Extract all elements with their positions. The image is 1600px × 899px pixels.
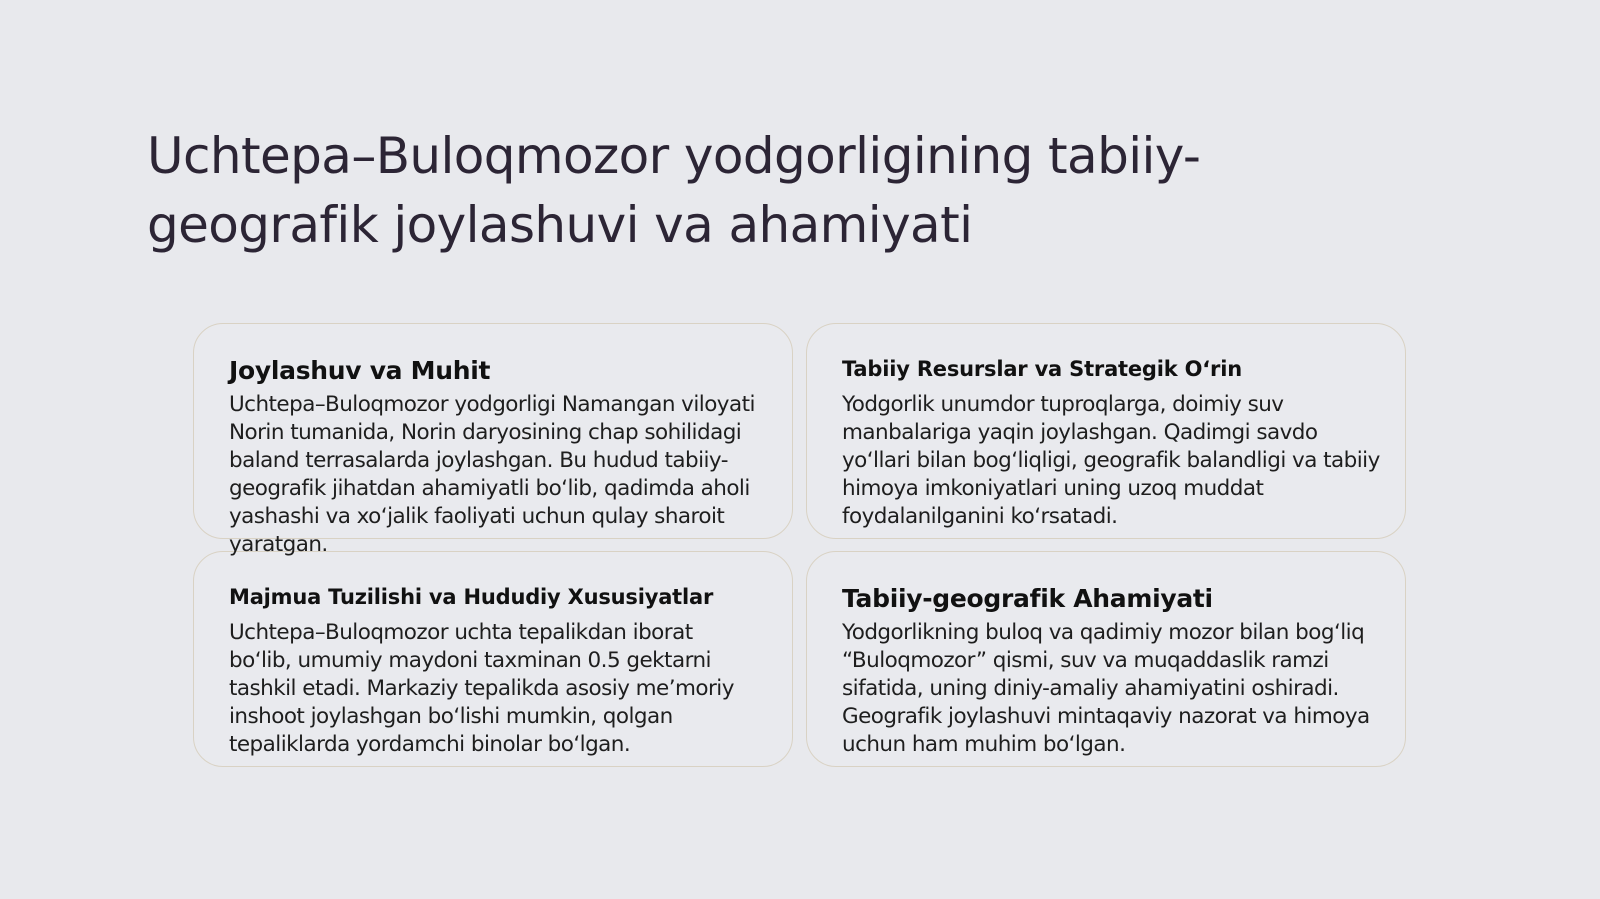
slide-title [147,122,1327,260]
card-heading-natural-resources: Tabiiy Resurslar va Strategik O‘rin [842,357,1242,381]
slide-title-line-1: Uchtepa–Buloqmozor yodgorligining tabiiy- [147,127,1201,185]
card-heading-geographic-significance: Tabiiy-geografik Ahamiyati [842,584,1213,613]
card-body-natural-resources: Yodgorlik unumdor tuproqlarga, doimiy suv manbalariga yaqin joylashgan. Qadimgi savdo yo‘llari bilan bog‘liqligi, geografik balandligi va tabiiy himoya imkoniyatlari uning uzoq muddat foydalanilganini ko‘rsatadi. [842,392,1380,529]
card-body-location-environment: Uchtepa–Buloqmozor yodgorligi Namangan viloyati Norin tumanida, Norin daryosining chap sohilidagi baland terrasalarda joylashgan. Bu hudud tabiiy-geografik jihatdan ahamiyatli bo‘lib, qadimda aholi yashashi va xo‘jalik faoliyati uchun qulay sharoit yaratgan. [229,392,755,557]
card-body-geographic-significance: Yodgorlikning buloq va qadimiy mozor bilan bog‘liq “Buloqmozor” qismi, suv va muqaddaslik ramzi sifatida, uning diniy-amaliy ahamiyatini oshiradi. Geografik joylashuvi mintaqaviy nazorat va himoya uchun ham muhim bo‘lgan. [842,620,1370,757]
card-heading-location-environment: Joylashuv va Muhit [229,356,491,385]
card-heading-complex-structure: Majmua Tuzilishi va Hududiy Xususiyatlar [229,585,714,609]
card-body-complex-structure: Uchtepa–Buloqmozor uchta tepalikdan iborat bo‘lib, umumiy maydoni taxminan 0.5 gektarni tashkil etadi. Markaziy tepalikda asosiy me’moriy inshoot joylashgan bo‘lishi mumkin, qolgan tepaliklarda yordamchi binolar bo‘lgan. [229,620,734,757]
slide-title-line-2: geografik joylashuvi va ahamiyati [147,196,973,254]
